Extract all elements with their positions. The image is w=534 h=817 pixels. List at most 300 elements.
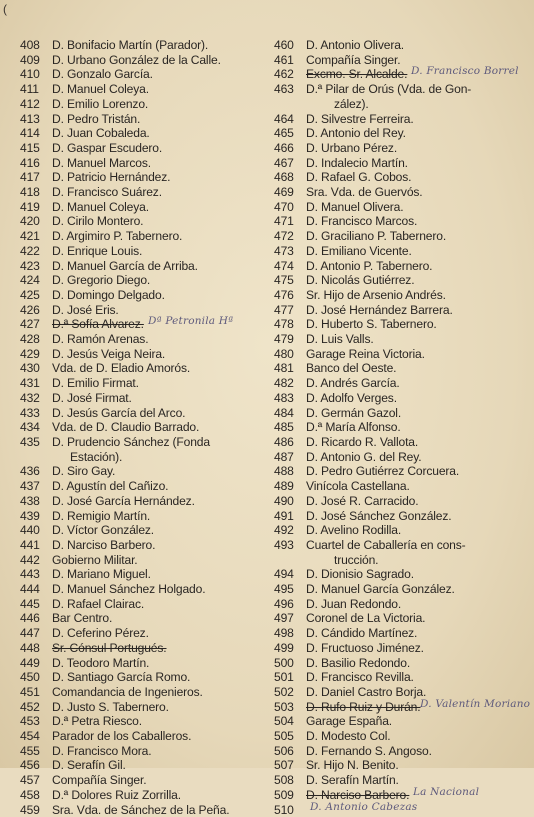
entry-name: D. Manuel Coleya. (52, 199, 149, 214)
entry-name: D. Andrés García. (306, 376, 400, 391)
entry-name: D. Enrique Louis. (52, 243, 143, 258)
directory-entry (20, 685, 282, 700)
entry-name: D. Patricio Hernández. (52, 170, 171, 185)
entry-number: 414 (20, 126, 40, 141)
entry-name: D. Antonio G. del Rey. (306, 449, 422, 464)
entry-number: 445 (20, 596, 40, 611)
entry-number: 413 (20, 111, 40, 126)
entry-name: D. Prudencio Sánchez (Fonda (52, 434, 210, 449)
entry-number: 484 (274, 405, 294, 420)
directory-entry (274, 670, 529, 685)
directory-entry (274, 332, 529, 347)
directory-entry (274, 170, 529, 185)
entry-number: 496 (274, 596, 294, 611)
directory-entry (20, 626, 282, 641)
entry-number: 471 (274, 214, 294, 229)
entry-number: 462 (274, 67, 294, 82)
entry-number: 488 (274, 464, 294, 479)
entry-name: D. Germán Gazol. (306, 405, 402, 420)
entry-name: D. Manuel Marcos. (52, 155, 151, 170)
directory-entry (20, 420, 282, 435)
entry-name: D. Teodoro Martín. (52, 655, 150, 670)
entry-name: D. Víctor González. (52, 523, 155, 538)
entry-number: 500 (274, 655, 294, 670)
entry-number: 431 (20, 376, 40, 391)
directory-entry (274, 464, 529, 479)
handwritten-note: D. Valentín Moriano (420, 697, 531, 710)
entry-number: 472 (274, 229, 294, 244)
entry-name: D. Argimiro P. Tabernero. (52, 229, 183, 244)
entry-number: 492 (274, 523, 294, 538)
directory-entry (20, 582, 282, 597)
directory-entry (20, 641, 282, 656)
directory-entry (274, 509, 529, 524)
directory-entry (274, 82, 529, 97)
entry-number: 419 (20, 199, 40, 214)
entry-name: D. Agustín del Cañizo. (52, 479, 169, 494)
left-column (20, 38, 282, 817)
entry-number: 422 (20, 243, 40, 258)
directory-entry (274, 800, 529, 817)
entry-name: D. Justo S. Tabernero. (52, 699, 169, 714)
directory-entry (274, 347, 529, 362)
directory-entry (274, 450, 529, 465)
margin-mark: ( (3, 2, 7, 16)
entry-name-struck: Sr. Cónsul Portugués. (52, 640, 167, 655)
entry-name: D. Manuel Coleya. (52, 82, 149, 97)
entry-name-struck: D. Narciso Barbero. (306, 787, 410, 802)
entry-name-struck: Excmo. Sr. Alcalde. (306, 67, 408, 82)
directory-entry (20, 670, 282, 685)
directory-entry (20, 156, 282, 171)
entry-name: D. José Hernández Barrera. (306, 302, 453, 317)
entry-name: D. Francisco Revilla. (306, 670, 414, 685)
directory-entry (274, 744, 529, 759)
entry-number: 478 (274, 317, 294, 332)
entry-number: 460 (274, 38, 294, 52)
entry-number: 437 (20, 479, 40, 494)
right-column (274, 38, 529, 817)
directory-entry (274, 597, 529, 612)
entry-name: D. Jesús Veiga Neira. (52, 346, 166, 361)
entry-name: D. Silvestre Ferreira. (306, 111, 414, 126)
entry-number: 487 (274, 449, 294, 464)
entry-number: 455 (20, 743, 40, 758)
entry-name: D. Gaspar Escudero. (52, 140, 163, 155)
entry-name: Sr. Hijo de Arsenio Andrés. (306, 287, 446, 302)
entry-name: D. Fructuoso Jiménez. (306, 640, 424, 655)
entry-number: 476 (274, 287, 294, 302)
directory-entry (274, 38, 529, 53)
entry-name: D. Antonio P. Tabernero. (306, 258, 433, 273)
entry-number: 503 (274, 699, 294, 714)
entry-number: 408 (20, 38, 40, 52)
entry-number: 486 (274, 434, 294, 449)
entry-name: D. Ramón Arenas. (52, 332, 149, 347)
entry-number: 475 (274, 273, 294, 288)
entry-number: 444 (20, 582, 40, 597)
entry-name: D. Rafael Clairac. (52, 596, 145, 611)
entry-name: D. Jesús García del Arco. (52, 405, 186, 420)
directory-entry (20, 126, 282, 141)
entry-number: 420 (20, 214, 40, 229)
entry-name-struck: D.ª Sofía Alvarez. (52, 317, 144, 332)
entry-name: D. Siro Gay. (52, 464, 116, 479)
entry-number: 441 (20, 537, 40, 552)
entry-name: D. Nicolás Gutiérrez. (306, 273, 415, 288)
directory-entry (274, 582, 529, 597)
entry-name: D.ª María Alfonso. (306, 420, 401, 435)
directory-entry (20, 656, 282, 671)
entry-name: D. Huberto S. Tabernero. (306, 317, 437, 332)
entry-name: D. Narciso Barbero. (52, 537, 156, 552)
directory-entry (20, 347, 282, 362)
entry-name: D. Modesto Col. (306, 729, 391, 744)
entry-number: 459 (20, 802, 40, 817)
entry-number: 446 (20, 611, 40, 626)
entry-number: 473 (274, 243, 294, 258)
entry-name: Gobierno Militar. (52, 552, 138, 567)
entry-name: Banco del Oeste. (306, 361, 397, 376)
entry-number: 458 (20, 787, 40, 802)
entry-name: D. Antonio Olivera. (306, 38, 404, 52)
entry-number: 507 (274, 758, 294, 773)
directory-entry (20, 53, 282, 68)
directory-entry (274, 185, 529, 200)
directory-entry (20, 729, 282, 744)
entry-name: D. Basilio Redondo. (306, 655, 411, 670)
entry-number: 465 (274, 126, 294, 141)
entry-number: 428 (20, 332, 40, 347)
entry-name: D. Ricardo R. Vallota. (306, 434, 419, 449)
entry-number: 417 (20, 170, 40, 185)
entry-name: Vinícola Castellana. (306, 479, 410, 494)
entry-name: Bar Centro. (52, 611, 113, 626)
entry-number: 480 (274, 346, 294, 361)
directory-entry (274, 391, 529, 406)
entry-number: 426 (20, 302, 40, 317)
entry-name: D. Francisco Mora. (52, 743, 152, 758)
directory-entry (274, 229, 529, 244)
directory-entry (274, 259, 529, 274)
entry-number: 454 (20, 729, 40, 744)
entry-number: 432 (20, 390, 40, 405)
entry-number: 501 (274, 670, 294, 685)
directory-entry (274, 697, 531, 715)
entry-name: D. Mariano Miguel. (52, 567, 151, 582)
entry-name: D. Manuel García González. (306, 582, 455, 597)
entry-number: 494 (274, 567, 294, 582)
directory-entry (274, 729, 529, 744)
entry-name: Sra. Vda. de Sánchez de la Peña. (52, 802, 230, 817)
directory-entry (20, 744, 282, 759)
directory-entry (274, 214, 529, 229)
entry-name: D. Rafael G. Cobos. (306, 170, 412, 185)
directory-entry (274, 567, 529, 582)
directory-entry (20, 200, 282, 215)
entry-name: D. Emilio Firmat. (52, 376, 139, 391)
directory-entry (274, 361, 529, 376)
directory-entry (274, 406, 529, 421)
entry-number: 482 (274, 376, 294, 391)
entry-number: 497 (274, 611, 294, 626)
entry-name: D. Francisco Marcos. (306, 214, 418, 229)
directory-entry (274, 523, 529, 538)
directory-entry (20, 97, 282, 112)
handwritten-note: D. Antonio Cabezas (310, 800, 418, 813)
entry-number: 493 (274, 537, 294, 552)
entry-number: 466 (274, 140, 294, 155)
entry-number: 489 (274, 479, 294, 494)
entry-number: 436 (20, 464, 40, 479)
directory-entry (274, 656, 529, 671)
entry-name: D. Pedro Tristán. (52, 111, 141, 126)
directory-entry (274, 626, 529, 641)
entry-number: 474 (274, 258, 294, 273)
entry-name: D. José Sánchez González. (306, 508, 452, 523)
entry-number: 450 (20, 670, 40, 685)
entry-number: 499 (274, 640, 294, 655)
directory-entry (20, 758, 282, 773)
entry-number: 443 (20, 567, 40, 582)
entry-number: 434 (20, 420, 40, 435)
entry-name: Sra. Vda. de Guervós. (306, 185, 423, 200)
directory-entry (274, 479, 529, 494)
handwritten-note: D. Francisco Borrel (411, 65, 519, 78)
entry-name: D. Ceferino Pérez. (52, 626, 149, 641)
entry-number: 467 (274, 155, 294, 170)
directory-entry (20, 406, 282, 421)
entry-number: 429 (20, 346, 40, 361)
entry-name: D. Juan Cobaleda. (52, 126, 150, 141)
entry-name: D. Manuel Olivera. (306, 199, 404, 214)
entry-name: Coronel de La Victoria. (306, 611, 426, 626)
directory-entry (274, 112, 529, 127)
entry-name: D. Manuel Sánchez Holgado. (52, 582, 206, 597)
entry-name: D. Urbano Pérez. (306, 140, 398, 155)
entry-number: 477 (274, 302, 294, 317)
entry-number: 490 (274, 493, 294, 508)
entry-number: 421 (20, 229, 40, 244)
entry-name: D. Gonzalo García. (52, 67, 153, 82)
entry-number: 447 (20, 626, 40, 641)
entry-name: D. Serafín Gil. (52, 758, 126, 773)
directory-entry (20, 170, 282, 185)
directory-entry (274, 641, 529, 656)
directory-entry (20, 714, 282, 729)
entry-number: 457 (20, 773, 40, 788)
entry-name: D. Urbano González de la Calle. (52, 52, 221, 67)
directory-entry (274, 273, 529, 288)
entry-number: 435 (20, 434, 40, 449)
directory-entry (20, 244, 282, 259)
directory-entry (20, 214, 282, 229)
entry-name: D. Francisco Suárez. (52, 185, 162, 200)
entry-number: 442 (20, 552, 40, 567)
directory-entry (20, 112, 282, 127)
entry-number: 468 (274, 170, 294, 185)
entry-number: 430 (20, 361, 40, 376)
entry-name: D. Adolfo Verges. (306, 390, 397, 405)
entry-name: Compañía Singer. (52, 773, 147, 788)
entry-name: D. Fernando S. Angoso. (306, 743, 432, 758)
entry-continuation: zález). (334, 96, 369, 111)
entry-name: D. Cándido Martínez. (306, 626, 418, 641)
directory-entry (20, 67, 282, 82)
directory-entry (20, 435, 282, 450)
entry-number: 452 (20, 699, 40, 714)
directory-entry (274, 67, 529, 82)
entry-number: 433 (20, 405, 40, 420)
directory-entry (20, 82, 282, 97)
entry-name: D. José R. Carracido. (306, 493, 419, 508)
entry-number: 502 (274, 684, 294, 699)
entry-name: D. Cirilo Montero. (52, 214, 144, 229)
directory-entry (274, 773, 529, 788)
entry-name: Sr. Hijo N. Benito. (306, 758, 399, 773)
directory-entry (20, 288, 282, 303)
entry-name: D. Luis Valls. (306, 332, 374, 347)
entry-name: D. Dionisio Sagrado. (306, 567, 414, 582)
entry-number: 504 (274, 714, 294, 729)
entry-number: 410 (20, 67, 40, 82)
entry-name: D. Indalecio Martín. (306, 155, 408, 170)
entry-name: Garage Reina Victoria. (306, 346, 425, 361)
entry-number: 491 (274, 508, 294, 523)
entry-number: 495 (274, 582, 294, 597)
entry-number: 470 (274, 199, 294, 214)
entry-number: 510 (274, 802, 294, 817)
handwritten-note: Dª Petronila Hª (148, 315, 234, 328)
directory-entry (20, 229, 282, 244)
directory-entry (20, 361, 282, 376)
entry-name: D. Emilio Lorenzo. (52, 96, 149, 111)
entry-number: 409 (20, 52, 40, 67)
entry-name: D.ª Pilar de Orús (Vda. de Gon- (306, 82, 472, 97)
entry-name: Parador de los Caballeros. (52, 729, 192, 744)
entry-number: 479 (274, 332, 294, 347)
directory-entry (20, 788, 282, 803)
directory-entry (274, 303, 529, 318)
entry-number: 456 (20, 758, 40, 773)
directory-entry (274, 200, 529, 215)
directory-entry (274, 317, 529, 332)
directory-entry (274, 758, 529, 773)
entry-name: D. José Eris. (52, 302, 119, 317)
entry-number: 463 (274, 82, 294, 97)
entry-number: 505 (274, 729, 294, 744)
directory-entry (20, 509, 282, 524)
entry-name: D. Pedro Gutiérrez Corcuera. (306, 464, 460, 479)
directory-entry (274, 435, 529, 450)
entry-name: D.ª Petra Riesco. (52, 714, 142, 729)
directory-entry (274, 714, 529, 729)
entry-number: 415 (20, 140, 40, 155)
entry-number: 506 (274, 743, 294, 758)
directory-entry (20, 611, 282, 626)
entry-name-struck: D. Rufo Ruiz y Durán. (306, 699, 421, 714)
entry-name: D. José García Hernández. (52, 493, 195, 508)
directory-entry (20, 141, 282, 156)
entry-name: Vda. de D. Claudio Barrado. (52, 420, 200, 435)
entry-name: Comandancia de Ingenieros. (52, 684, 203, 699)
directory-entry (274, 538, 529, 553)
entry-name: D. Antonio del Rey. (306, 126, 406, 141)
entry-name: Compañía Singer. (306, 52, 401, 67)
entry-number: 438 (20, 493, 40, 508)
directory-entry (20, 597, 282, 612)
entry-number: 483 (274, 390, 294, 405)
directory-entry (20, 391, 282, 406)
entry-number: 418 (20, 185, 40, 200)
directory-entry (274, 494, 529, 509)
entry-number: 427 (20, 317, 40, 332)
entry-number: 453 (20, 714, 40, 729)
entry-name: D.ª Dolores Ruiz Zorrilla. (52, 787, 181, 802)
directory-entry (274, 141, 529, 156)
entry-number: 461 (274, 52, 294, 67)
entry-number: 481 (274, 361, 294, 376)
directory-entry (20, 273, 282, 288)
entry-number: 416 (20, 155, 40, 170)
directory-entry (20, 803, 282, 817)
entry-number: 439 (20, 508, 40, 523)
directory-entry (20, 332, 282, 347)
handwritten-note: La Nacional (413, 785, 480, 798)
entry-name: D. Serafín Martín. (306, 773, 399, 788)
entry-name: D. Juan Redondo. (306, 596, 402, 611)
entry-name: D. José Firmat. (52, 390, 132, 405)
directory-entry (20, 376, 282, 391)
entry-name: Garage España. (306, 714, 392, 729)
directory-entry (20, 538, 282, 553)
directory-entry (274, 420, 529, 435)
entry-number: 425 (20, 287, 40, 302)
directory-entry (20, 185, 282, 200)
directory-entry (20, 464, 282, 479)
entry-name: Vda. de D. Eladio Amorós. (52, 361, 191, 376)
entry-name: Cuartel de Caballería en cons- (306, 537, 466, 552)
entry-number: 411 (20, 82, 39, 97)
entry-continuation: Estación). (70, 449, 123, 464)
entry-name: D. Avelino Rodilla. (306, 523, 402, 538)
entry-number: 509 (274, 787, 294, 802)
entry-number: 464 (274, 111, 294, 126)
entry-name: D. Domingo Delgado. (52, 287, 165, 302)
directory-entry (20, 553, 282, 568)
directory-entry (20, 259, 282, 274)
entry-number: 508 (274, 773, 294, 788)
entry-name: D. Santiago García Romo. (52, 670, 191, 685)
entry-number: 449 (20, 655, 40, 670)
directory-entry (274, 244, 529, 259)
directory-entry (20, 494, 282, 509)
directory-entry (20, 567, 282, 582)
entry-name: D. Daniel Castro Borja. (306, 684, 427, 699)
entry-number: 451 (20, 684, 40, 699)
entry-name: D. Manuel García de Arriba. (52, 258, 198, 273)
directory-entry (274, 126, 529, 141)
entry-name: D. Graciliano P. Tabernero. (306, 229, 447, 244)
entry-name: D. Remigio Martín. (52, 508, 151, 523)
entry-number: 423 (20, 258, 40, 273)
entry-number: 485 (274, 420, 294, 435)
directory-entry (20, 479, 282, 494)
directory-entry (20, 317, 282, 332)
entry-number: 498 (274, 626, 294, 641)
entry-number: 448 (20, 640, 40, 655)
entry-number: 440 (20, 523, 40, 538)
